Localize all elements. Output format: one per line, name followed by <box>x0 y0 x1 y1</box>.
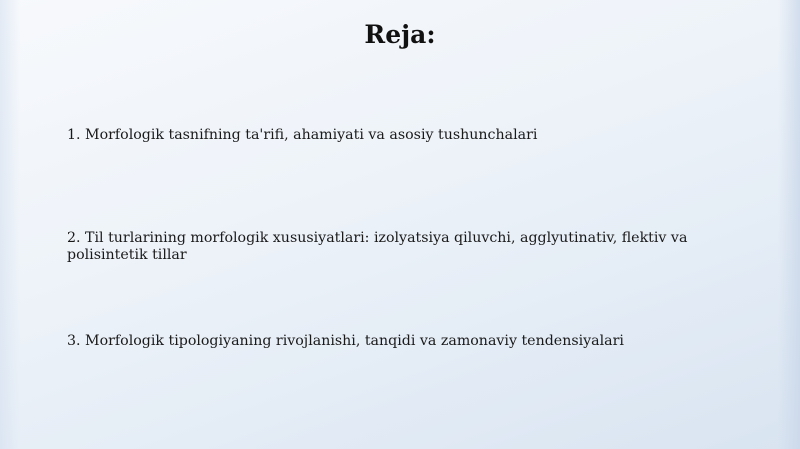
plan-item-1: 1. Morfologik tasnifning ta'rifi, ahamiyati va asosiy tushunchalari <box>67 127 538 143</box>
plan-item-3: 3. Morfologik tipologiyaning rivojlanishi, tanqidi va zamonaviy tendensiyalari <box>67 333 624 349</box>
right-decorative-band <box>778 0 800 449</box>
slide-title: Reja: <box>364 20 436 49</box>
plan-item-2: 2. Til turlarining morfologik xususiyatlari: izolyatsiya qiluvchi, agglyutinativ, flektiv va polisintetik tillar <box>67 230 688 263</box>
left-decorative-band <box>0 0 20 449</box>
